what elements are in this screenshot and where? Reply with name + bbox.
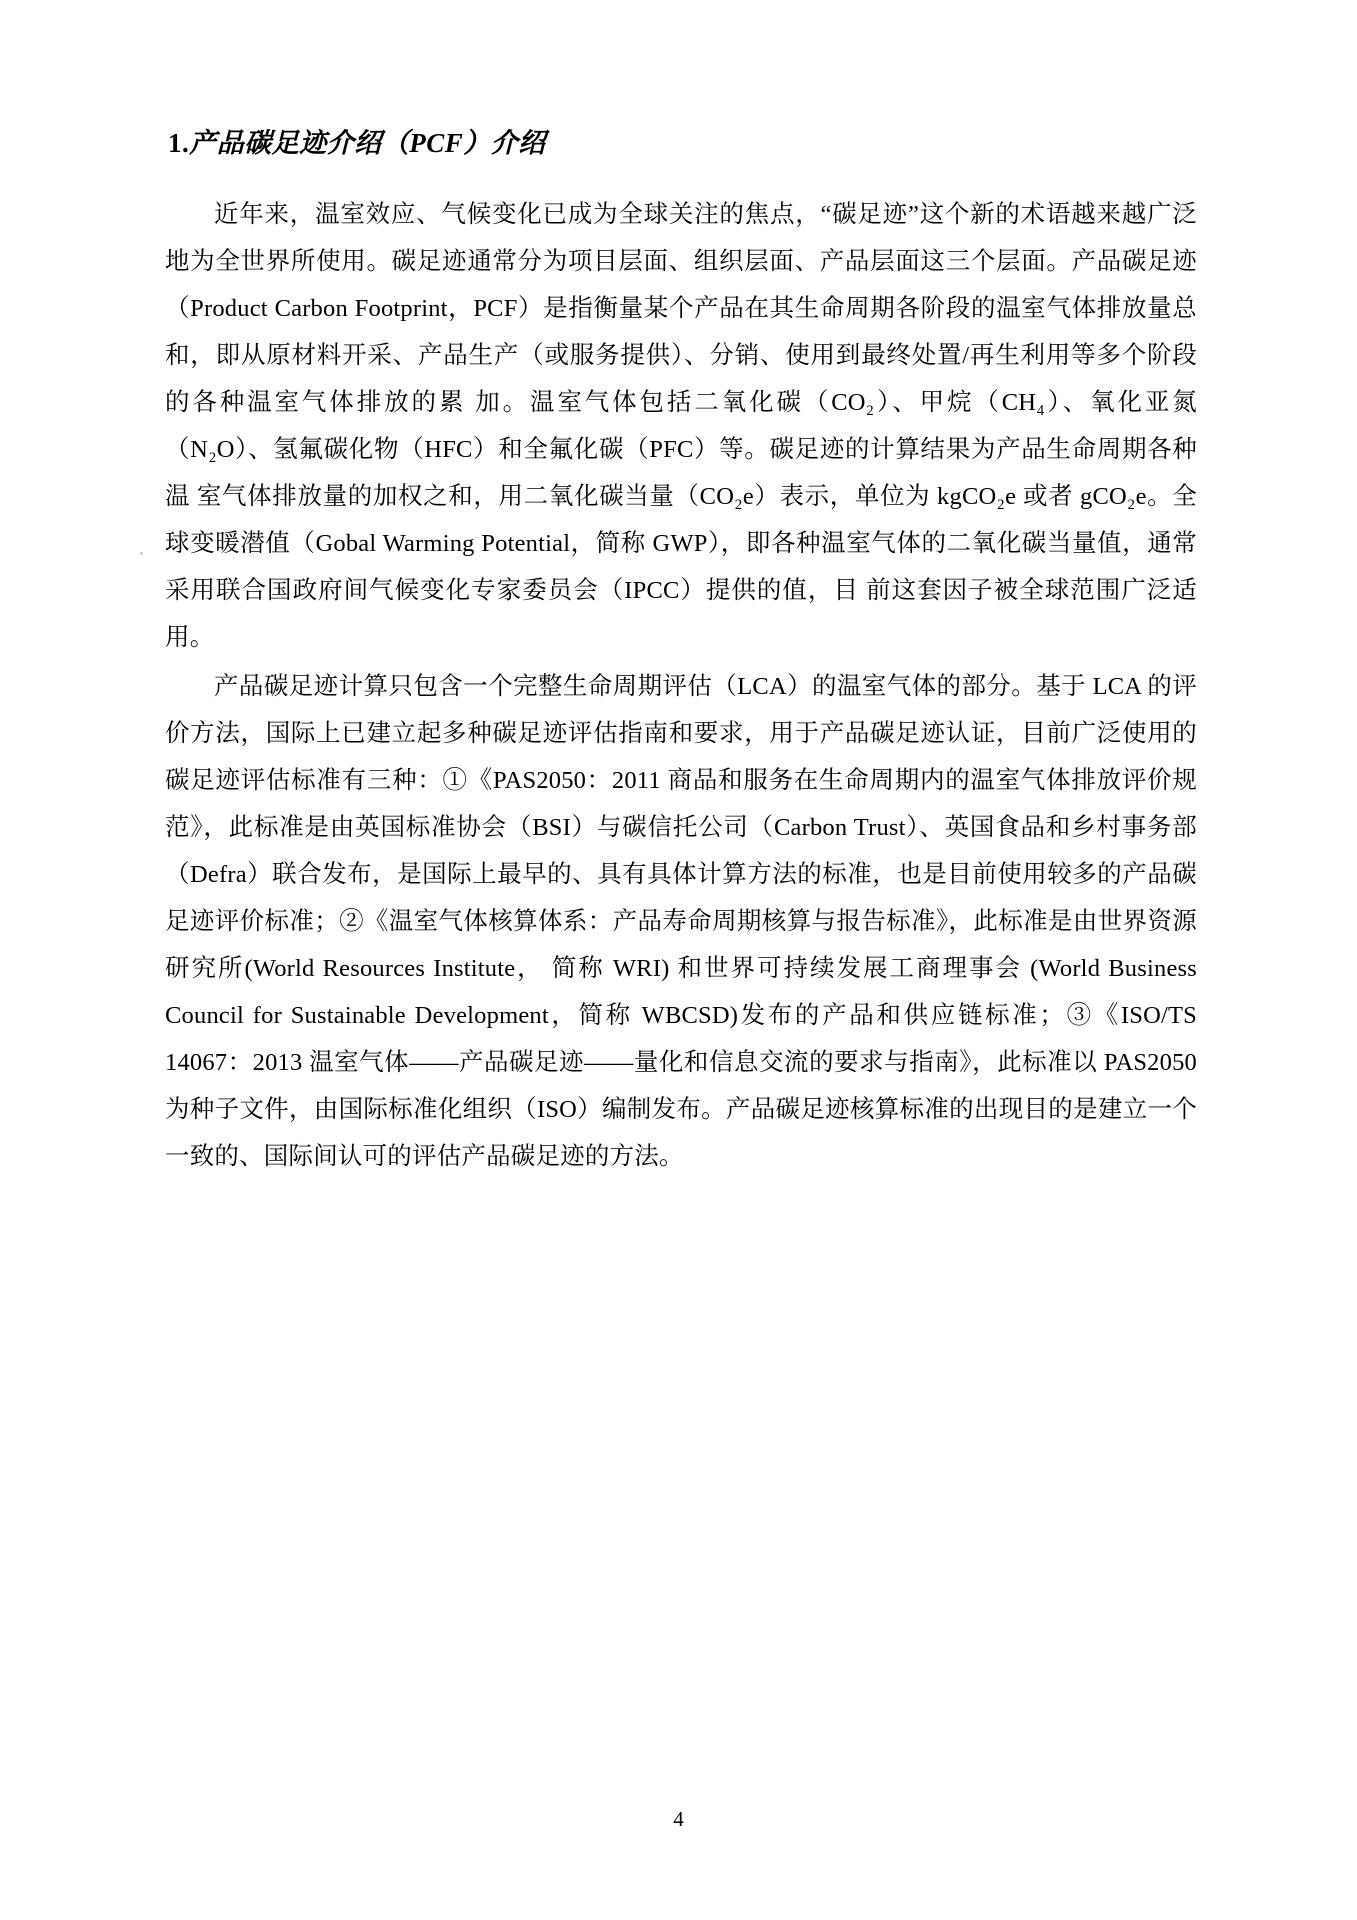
paragraph-2: 产品碳足迹计算只包含一个完整生命周期评估（LCA）的温室气体的部分。基于 LCA 的评价方法，国际上已建立起多种碳足迹评估指南和要求，用于产品碳足迹认证，目前广泛使用的碳足迹评估标准有三种：①《PAS2050：2011 商品和服务在生命周期内的温室气体排放评价规范》，此标准是由英国标准协会（BSI）与碳信托公司（Carbon Trust）、英国食品和乡村事务部（Defra）联合发布，是国际上最早的、具有具体计算方法的标准，也是目前使用较多的产品碳足迹评价标准；②《温室气体核算体系：产品寿命周期核算与报告标准》，此标准是由世界资源研究所(World Resources Institute， 简称 WRI) 和世界可持续发展工商理事会 (World Business Council for Sustainable Development，简称 WBCSD)发布的产品和供应链标准；③《ISO/TS 14067：2013 温室气体——产品碳足迹——量化和信息交流的要求与指南》，此标准以 PAS2050 为种子文件，由国际标准化组织（ISO）编制发布。产品碳足迹核算标准的出现目的是建立一个一致的、国际间认可的评估产品碳足迹的方法。 xyxy=(165,672,1197,1170)
heading-text: 产品碳足迹介绍（PCF）介绍 xyxy=(189,128,546,158)
scan-speck xyxy=(140,552,143,555)
paragraph-1: 近年来，温室效应、气候变化已成为全球关注的焦点，“碳足迹”这个新的术语越来越广泛地为全世界所使用。碳足迹通常分为项目层面、组织层面、产品层面这三个层面。产品碳足迹（Product Carbon Footprint，PCF）是指衡量某个产品在其生命周期各阶段的温室气体排放量总和，即从原材料开采、产品生产（或服务提供）、分销、使用到最终处置/再生利用等多个阶段的各种温室气体排放的累 加。温室气体包括二氧化碳（CO₂）、甲烷（CH₄）、氧化亚氮（N₂O）、氢氟碳化物（HFC）和全氟化碳（PFC）等。碳足迹的计算结果为产品生命周期各种温 室气体排放量的加权之和，用二氧化碳当量（CO₂e）表示，单位为 kgCO₂e 或者 gCO₂e。全球变暖潜值（Gobal Warming Potential，简称 GWP），即各种温室气体的二氧化碳当量值，通常采用联合国政府间气候变化专家委员会（IPCC）提供的值，目 前这套因子被全球范围广泛适用。 xyxy=(165,200,1197,651)
page-title xyxy=(168,125,1197,163)
heading-number: 1. xyxy=(168,128,190,158)
page-number: 4 xyxy=(673,1807,684,1831)
